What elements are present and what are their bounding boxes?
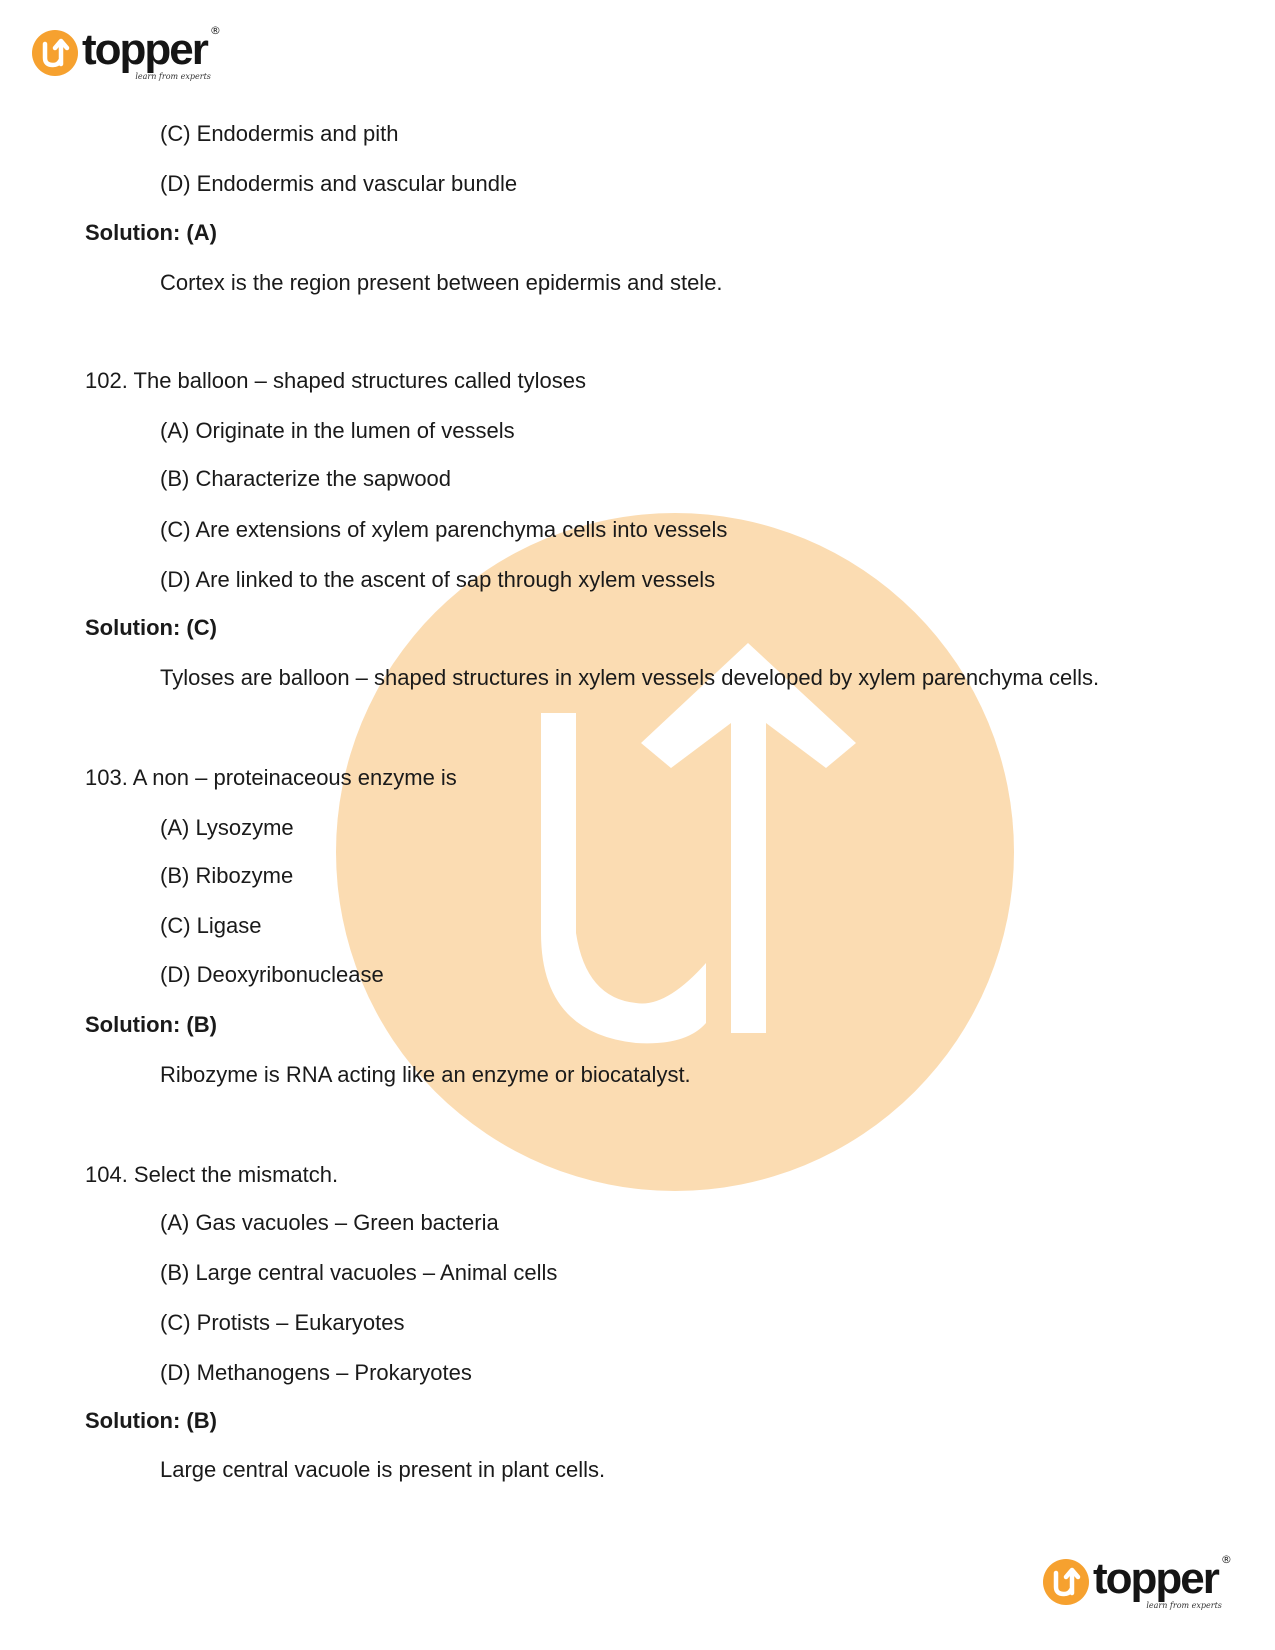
question-102-solution: Solution: (C) (85, 615, 217, 640)
question-104-solution: Solution: (B) (85, 1408, 217, 1433)
solution-label: Solution: (A) (85, 220, 217, 245)
solution-explanation: Cortex is the region present between epidermis and stele. (160, 270, 723, 295)
brand-mark-icon (1043, 1559, 1089, 1605)
question-102-option-b: (B) Characterize the sapwood (160, 466, 452, 491)
brand-name: topper (82, 25, 207, 74)
question-103-option-d: (D) Deoxyribonuclease (160, 962, 384, 987)
brand-name: topper (1093, 1554, 1218, 1603)
brand-tagline: learn from experts (135, 72, 211, 81)
option-c: (C) Endodermis and pith (160, 121, 399, 146)
brand-logo-bottom (1043, 1553, 1232, 1610)
registered-mark: ® (209, 24, 221, 37)
question-104: 104. Select the mismatch. (85, 1162, 339, 1187)
question-102-option-d: (D) Are linked to the ascent of sap through xylem vessels (160, 567, 716, 592)
question-104-option-a: (A) Gas vacuoles – Green bacteria (160, 1210, 499, 1235)
brand-mark-icon (32, 30, 78, 76)
question-104-option-c: (C) Protists – Eukaryotes (160, 1310, 405, 1335)
watermark-logo (336, 513, 1014, 1191)
question-102-option-c: (C) Are extensions of xylem parenchyma cells into vessels (160, 517, 728, 542)
question-103-option-a: (A) Lysozyme (160, 815, 294, 840)
brand-tagline: learn from experts (1146, 1601, 1222, 1610)
question-103-solution: Solution: (B) (85, 1012, 217, 1037)
question-104-option-d: (D) Methanogens – Prokaryotes (160, 1360, 472, 1385)
question-102-option-a: (A) Originate in the lumen of vessels (160, 418, 515, 443)
option-d: (D) Endodermis and vascular bundle (160, 171, 518, 196)
question-103: 103. A non – proteinaceous enzyme is (85, 765, 457, 790)
question-103-option-c: (C) Ligase (160, 913, 262, 938)
question-104-explanation: Large central vacuole is present in plant cells. (160, 1457, 606, 1482)
question-103-explanation: Ribozyme is RNA acting like an enzyme or biocatalyst. (160, 1062, 691, 1087)
question-104-option-b: (B) Large central vacuoles – Animal cells (160, 1260, 558, 1285)
brand-logo-top (32, 24, 221, 81)
registered-mark: ® (1220, 1553, 1232, 1566)
question-102-explanation: Tyloses are balloon – shaped structures in xylem vessels developed by xylem parenchyma cells. (160, 665, 1100, 690)
question-103-option-b: (B) Ribozyme (160, 863, 294, 888)
question-102: 102. The balloon – shaped structures called tyloses (85, 368, 587, 393)
